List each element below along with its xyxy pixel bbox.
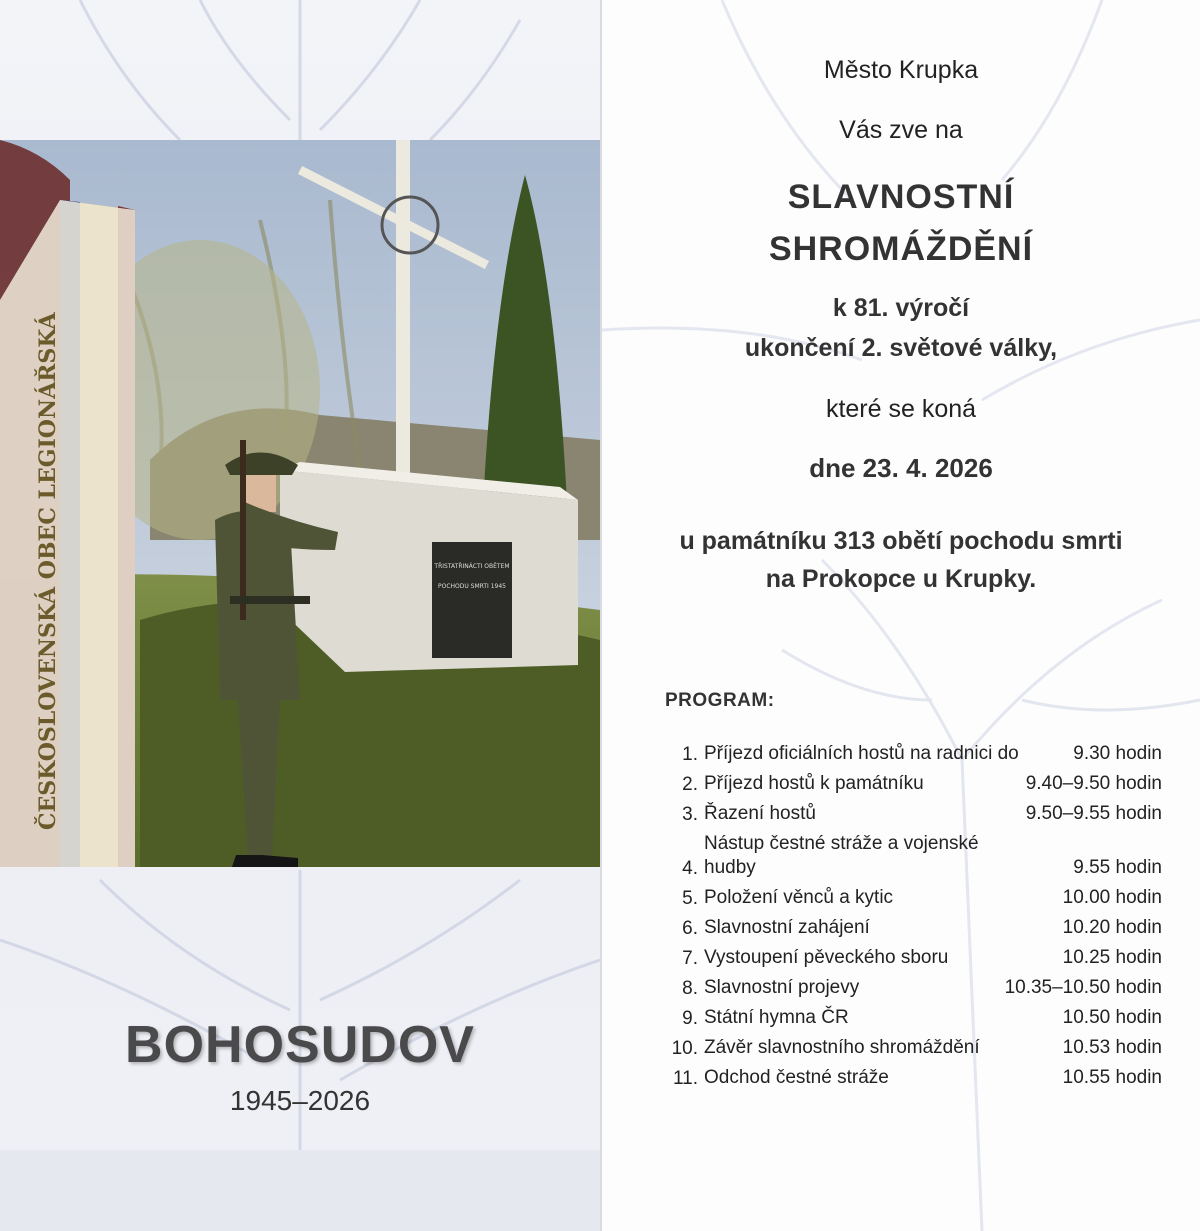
plaque-line-2: POCHODU SMRTI 1945 [437, 583, 507, 590]
program-item-label: Řazení hostů [704, 803, 816, 824]
program-item [662, 976, 1162, 1000]
program-item-time: 9.40–9.50 hodin [1025, 773, 1162, 794]
memorial-photo [0, 140, 600, 867]
city-name: Město Krupka [823, 56, 979, 84]
program-item-number: 9. [682, 1008, 698, 1029]
program-item-time: 10.50 hodin [1062, 1007, 1162, 1028]
anniversary-line-1: k 81. výročí [832, 294, 970, 322]
program-item-number: 4. [682, 858, 698, 879]
program-item-time: 10.55 hodin [1062, 1067, 1162, 1088]
program-item-label: Příjezd oficiálních hostů na radnici do [704, 743, 1019, 764]
program-item-label: Nástup čestné stráže a vojenské hudby [704, 833, 979, 878]
program-item-time: 9.55 hodin [1073, 857, 1162, 878]
program-item-label: Slavnostní zahájení [704, 917, 870, 938]
program-list [662, 742, 1162, 1096]
program-item-number: 2. [682, 774, 698, 795]
program-item [662, 1036, 1162, 1060]
cover-title: BOHOSUDOV [125, 1016, 475, 1074]
program-item-number: 3. [682, 804, 698, 825]
program-item-label: Položení věnců a kytic [704, 887, 894, 908]
anniversary-line-2: ukončení 2. světové války, [744, 334, 1058, 362]
program-item [662, 1006, 1162, 1030]
place-line-2: na Prokopce u Krupky. [765, 565, 1037, 593]
program-item-time: 9.30 hodin [1073, 743, 1162, 764]
program-item-time: 10.00 hodin [1062, 887, 1162, 908]
program-item-label: Slavnostní projevy [704, 977, 860, 998]
held-line: které se koná [825, 395, 977, 423]
place-line-1: u památníku 313 obětí pochodu smrti [679, 527, 1123, 555]
program-item [662, 802, 1162, 826]
invites-line: Vás zve na [839, 116, 963, 144]
program-item [662, 1066, 1162, 1090]
program-item-time: 10.35–10.50 hodin [1004, 977, 1162, 998]
cover-years: 1945–2026 [229, 1085, 371, 1116]
program-item-number: 8. [682, 978, 698, 999]
legion-banner [0, 200, 135, 867]
program-item-number: 7. [682, 948, 698, 969]
program-item [662, 916, 1162, 940]
event-title-line-1: SLAVNOSTNÍ [787, 178, 1015, 216]
program-item-time: 10.20 hodin [1062, 917, 1162, 938]
program-item-label: Odchod čestné stráže [704, 1067, 889, 1088]
program-item [662, 886, 1162, 910]
program-item-time: 10.53 hodin [1062, 1037, 1162, 1058]
program-item [662, 742, 1162, 766]
program-heading: PROGRAM: [665, 690, 775, 711]
program-item [662, 946, 1162, 970]
program-item-number: 5. [682, 888, 698, 909]
event-date: dne 23. 4. 2026 [809, 453, 993, 483]
program-item-time: 9.50–9.55 hodin [1025, 803, 1162, 824]
program-item-number: 6. [682, 918, 698, 939]
program-item-label: Státní hymna ČR [704, 1007, 849, 1028]
program-item-number: 10. [671, 1038, 698, 1059]
program-item-label: Vystoupení pěveckého sboru [704, 947, 949, 968]
banner-text: ČESKOSLOVENSKÁ OBEC LEGIONÁŘSKÁ [35, 312, 61, 830]
invitation-panel [602, 0, 1200, 1231]
program-item [662, 832, 1162, 880]
event-title-line-2: SHROMÁŽDĚNÍ [768, 230, 1034, 268]
program-item-time: 10.25 hodin [1062, 947, 1162, 968]
plaque-line-1: TŘISTATŘINÁCTI OBĚTEM [434, 563, 510, 570]
program-item-label: Příjezd hostů k památníku [704, 773, 924, 794]
program-item-number: 11. [672, 1068, 698, 1089]
program-item [662, 772, 1162, 796]
program-item-label: Závěr slavnostního shromáždění [704, 1037, 980, 1058]
program-item-number: 1. [682, 744, 698, 765]
